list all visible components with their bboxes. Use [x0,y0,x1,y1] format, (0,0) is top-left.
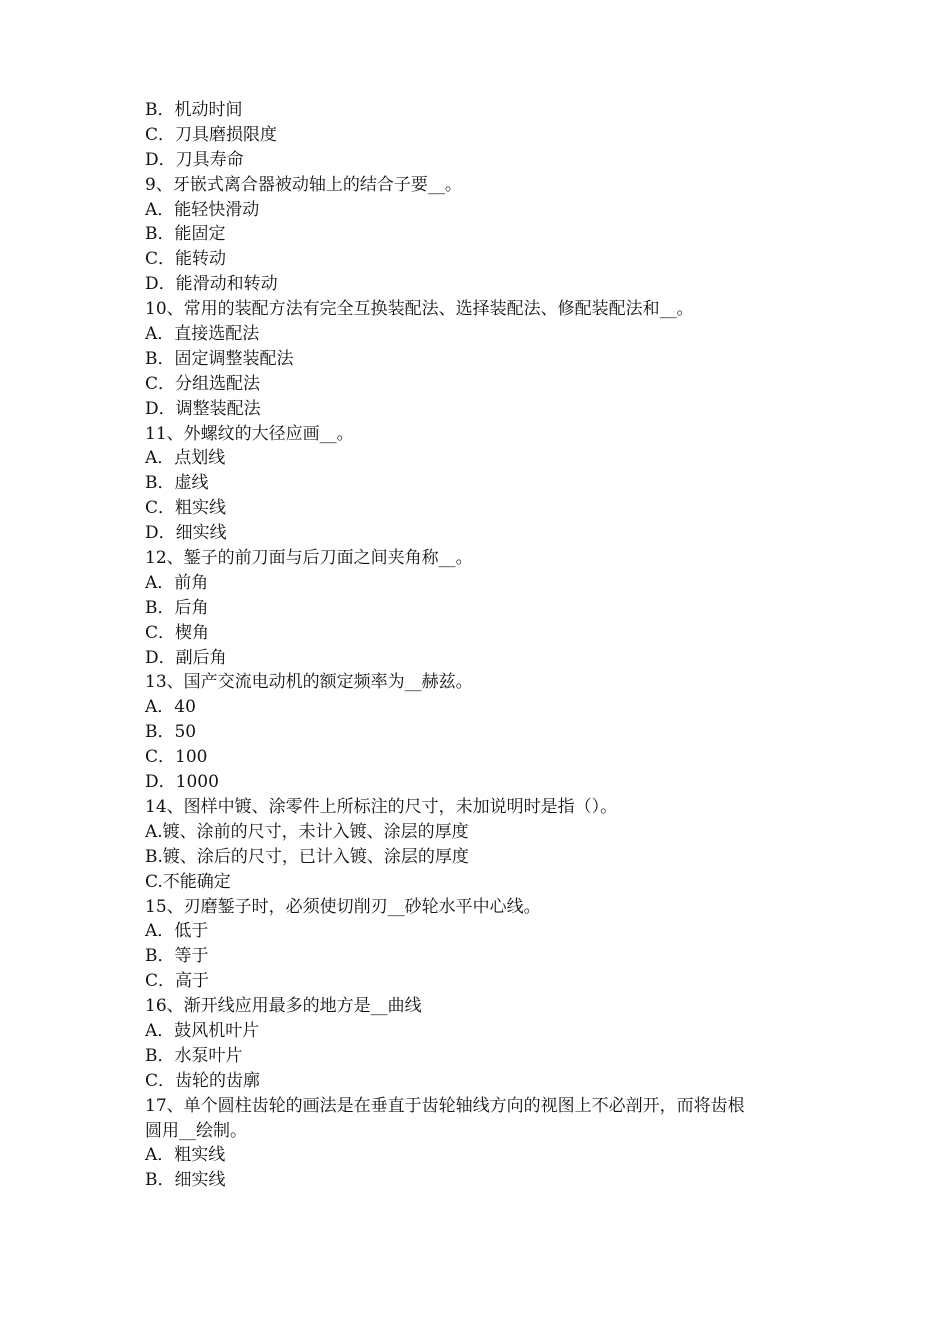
option-line: B．细实线 [145,1170,226,1191]
option-line: A．鼓风机叶片 [145,1020,260,1041]
option-line: C．100 [145,747,208,768]
option-line: D．调整装配法 [145,398,261,419]
option-line: D．1000 [145,772,219,793]
option-line: C．能转动 [145,249,227,270]
question-line: 11、外螺纹的大径应画__。 [145,423,354,444]
option-line: B．等于 [145,946,209,967]
option-line: D．能滑动和转动 [145,274,278,295]
question-line: 15、刃磨錾子时，必须使切削刃__砂轮水平中心线。 [145,896,541,917]
option-line: C．刀具磨损限度 [145,124,278,145]
option-line: A.镀、涂前的尺寸，未计入镀、涂层的厚度 [145,821,469,842]
option-line: B．后角 [145,597,209,618]
option-line: C.不能确定 [145,871,231,892]
question-line: 14、图样中镀、涂零件上所标注的尺寸，未加说明时是指（）。 [145,796,618,817]
option-line: B．机动时间 [145,100,243,120]
option-line: B.镀、涂后的尺寸，已计入镀、涂层的厚度 [145,846,469,867]
option-line: A．直接选配法 [145,324,260,345]
question-line: 17、单个圆柱齿轮的画法是在垂直于齿轮轴线方向的视图上不必剖开，而将齿根 [145,1095,745,1116]
option-line: A．粗实线 [145,1145,226,1166]
question-line-continued: 圆用__绘制。 [145,1120,247,1141]
question-line: 12、錾子的前刀面与后刀面之间夹角称__。 [145,548,473,569]
option-line: C．分组选配法 [145,373,261,394]
option-line: D．刀具寿命 [145,149,244,170]
option-line: A．40 [145,697,196,718]
option-line: D．细实线 [145,523,227,544]
option-line: C．高于 [145,971,210,992]
option-line: C．齿轮的齿廓 [145,1070,261,1091]
question-line: 9、牙嵌式离合器被动轴上的结合子要__。 [145,174,462,195]
document-page [145,98,845,1193]
option-line: D．副后角 [145,647,227,668]
option-line: A．点划线 [145,448,226,469]
option-line: B．50 [145,722,197,743]
option-line: A．能轻快滑动 [145,199,260,220]
option-line: C．楔角 [145,622,210,643]
option-line: B．水泵叶片 [145,1045,243,1066]
option-line: A．前角 [145,572,209,593]
question-line: 10、常用的装配方法有完全互换装配法、选择装配法、修配装配法和__。 [145,299,694,320]
option-line: B．虚线 [145,473,209,494]
option-line: B．能固定 [145,224,226,245]
option-line: A．低于 [145,921,209,942]
question-line: 13、国产交流电动机的额定频率为__赫兹。 [145,672,473,693]
option-line: B．固定调整装配法 [145,348,294,369]
option-line: C．粗实线 [145,498,227,519]
question-line: 16、渐开线应用最多的地方是__曲线 [145,996,422,1017]
